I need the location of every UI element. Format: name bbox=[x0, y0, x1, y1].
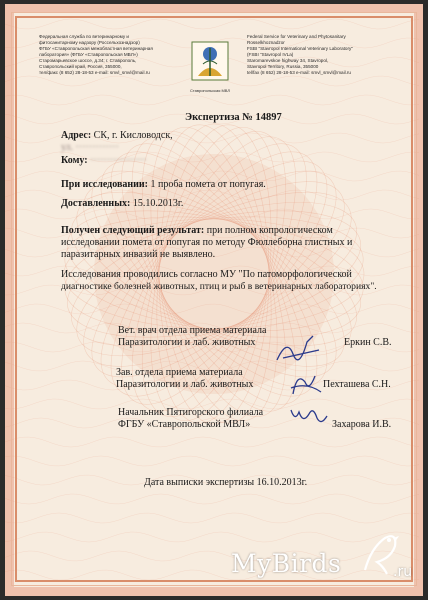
signature-2-icon bbox=[287, 368, 327, 400]
issue-date-row bbox=[144, 477, 307, 489]
header-right-line: Stavropol Territory, Russia, 355000 bbox=[247, 64, 319, 69]
emblem-caption: Ставропольская МВЛ bbox=[189, 88, 231, 93]
signatory-3-name: Захарова И.В. bbox=[332, 419, 392, 430]
header-right-line: Staromarevskoe highway 34, Stavropol, bbox=[247, 58, 329, 63]
document-title: Экспертиза № 14897 bbox=[185, 112, 282, 123]
header-left-line: ФГБУ «Ставропольская межобластная ветеринарная bbox=[39, 46, 153, 51]
certificate-page bbox=[5, 4, 423, 596]
signatory-1-name: Еркин С.В. bbox=[344, 337, 392, 348]
header-right-line: tel/fax (8 652) 28-18-53 e-mail: smvl_smvl@mail.ru bbox=[247, 70, 351, 75]
decorative-frame bbox=[15, 16, 413, 582]
header-left-line: Федеральная служба по ветеринарному и bbox=[39, 34, 129, 39]
watermark-logo: MyBirds bbox=[231, 549, 342, 578]
header-right-line: Rosselkhoznadzor bbox=[247, 40, 285, 45]
signature-3-icon bbox=[287, 402, 331, 432]
delivered-label: Доставленных: bbox=[61, 198, 131, 209]
signatory-2-role: Зав. отдела приема материала bbox=[116, 367, 243, 378]
header-left-line: лаборатория» (ФГБУ «Ставропольская МВЛ») bbox=[39, 52, 138, 57]
header-right-english bbox=[247, 34, 397, 76]
laboratory-emblem-icon bbox=[188, 40, 232, 90]
research-row bbox=[61, 179, 266, 191]
signatory-2-name: Пехташева С.Н. bbox=[323, 379, 391, 390]
recipient-row bbox=[61, 155, 147, 167]
result-row bbox=[61, 225, 333, 237]
result-line: при полном копрологическом bbox=[206, 225, 333, 236]
address-value: СК, г. Кисловодск, bbox=[93, 130, 173, 141]
header-right-line: FSBI "Stavropol International Veterinary Laboratory" bbox=[247, 46, 353, 51]
result-line: исследовании помета от попугая по методу Фюллеборна глистных и bbox=[61, 237, 353, 248]
header-left-line: Старомарьевское шоссе, д.34; г. Ставрополь, bbox=[39, 58, 137, 63]
signatory-3-organization: ФГБУ «Ставропольской МВЛ» bbox=[118, 419, 251, 430]
address-line-redacted: ул. ············· bbox=[61, 142, 119, 153]
recipient-label: Кому: bbox=[61, 155, 88, 166]
delivered-row bbox=[61, 198, 183, 210]
header-left-russian bbox=[39, 34, 189, 76]
header-right-line: Federal Service for Veterinary and Phytosanitary bbox=[247, 34, 346, 39]
result-line: паразитарных инвазий не выявлено. bbox=[61, 249, 216, 260]
research-label: При исследовании: bbox=[61, 179, 148, 190]
signatory-3-role: Начальник Пятигорского филиала bbox=[118, 407, 264, 418]
research-value: 1 проба помета от попугая. bbox=[150, 179, 266, 190]
signatory-2-department: Паразитологии и лаб. животных bbox=[116, 379, 254, 390]
issue-date-label: Дата выписки экспертизы bbox=[144, 477, 255, 488]
method-line: Исследования проводились согласно МУ "По патоморфологической bbox=[61, 269, 352, 280]
signature-1-icon bbox=[273, 332, 325, 366]
header-right-line: (FSBI "Stavropol IVLa) bbox=[247, 52, 294, 57]
signatory-1-role: Вет. врач отдела приема материала bbox=[118, 325, 267, 336]
recipient-value-redacted: ················· bbox=[90, 155, 147, 166]
delivered-value: 15.10.2013г. bbox=[132, 198, 184, 209]
header-left-line: тел/факс (8 652) 28-18-53 e-mail: smvl_smvl@mail.ru bbox=[39, 70, 150, 75]
header-left-line: Ставропольский край, Россия, 355000, bbox=[39, 64, 122, 69]
header-left-line: фитосанитарному надзору (Россельхознадзор) bbox=[39, 40, 140, 45]
watermark-domain-suffix: .ru bbox=[393, 564, 413, 580]
method-line: диагностике болезней животных, птиц и рыб в ветеринарных лабораториях". bbox=[61, 281, 377, 292]
address-label: Адрес: bbox=[61, 130, 92, 141]
issue-date-value: 16.10.2013г. bbox=[256, 477, 308, 488]
address-row bbox=[61, 130, 173, 142]
signatory-1-department: Паразитологии и лаб. животных bbox=[118, 337, 256, 348]
result-label: Получен следующий результат: bbox=[61, 225, 205, 236]
